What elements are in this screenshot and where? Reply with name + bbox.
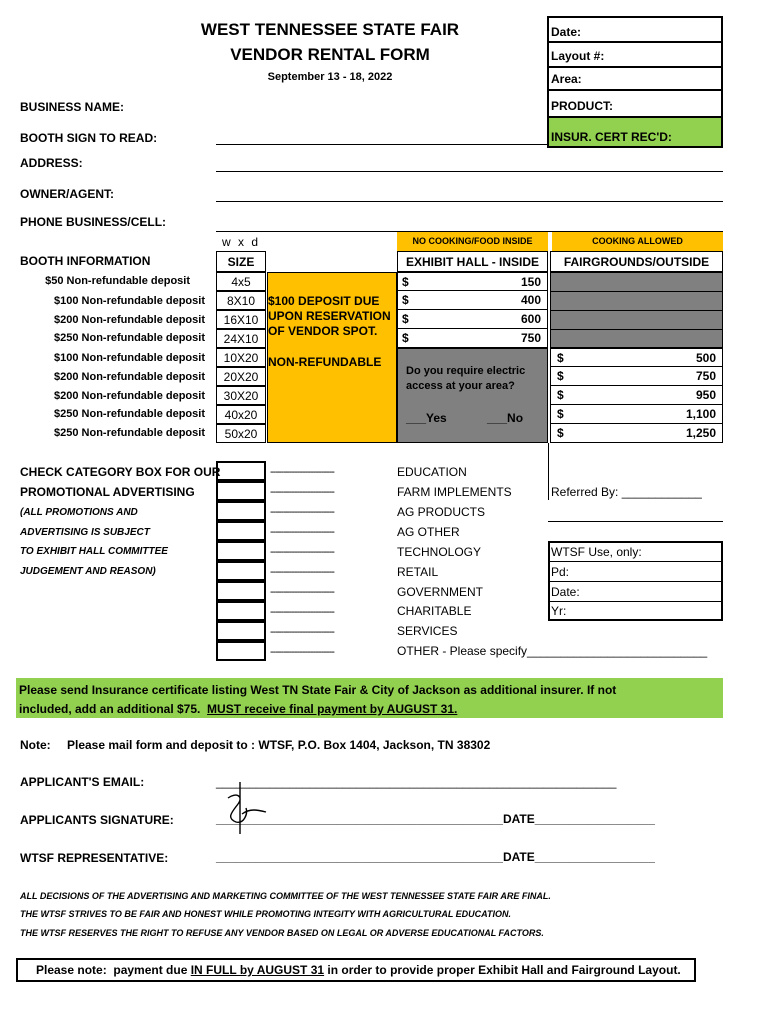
- deposit-note-line-2: UPON RESERVATION: [268, 309, 391, 323]
- booth-sign-label: BOOTH SIGN TO READ:: [20, 131, 158, 145]
- checkbox-technology[interactable]: [216, 541, 266, 561]
- deposit-row-4: $250 Non-refundable deposit: [54, 332, 205, 344]
- insurance-label: INSUR. CERT REC'D:: [551, 130, 672, 144]
- size-cell-6: 20X20: [216, 367, 266, 386]
- deposit-note-line-3: OF VENDOR SPOT.: [268, 324, 378, 338]
- category-technology: TECHNOLOGY: [397, 545, 482, 559]
- policy-3: THE WTSF RESERVES THE RIGHT TO REFUSE ANY VENDOR BASED ON LEGAL OR ADVERSE EDUCATIONAL FACTORS.: [20, 928, 544, 938]
- note-label: Note:: [20, 738, 51, 752]
- category-services: SERVICES: [397, 624, 458, 638]
- phone-label: PHONE BUSINESS/CELL:: [20, 215, 167, 229]
- wtsf-date-label: Date:: [551, 585, 580, 599]
- wtsf-use-label: WTSF Use, only:: [551, 545, 642, 559]
- product-label: PRODUCT:: [551, 99, 613, 113]
- outside-price-5: $ 1,250: [550, 424, 723, 443]
- category-other: OTHER - Please specify___________________________: [397, 644, 708, 658]
- area-field[interactable]: [547, 68, 723, 91]
- promo-note-2: ADVERTISING IS SUBJECT: [20, 527, 150, 538]
- checkbox-government[interactable]: [216, 581, 266, 601]
- deposit-row-9: $250 Non-refundable deposit: [54, 427, 205, 439]
- deposit-row-2: $100 Non-refundable deposit: [54, 295, 205, 307]
- insurance-field[interactable]: [547, 118, 723, 148]
- wtsf-yr-label: Yr:: [551, 604, 567, 618]
- dash-leader: ------------------------: [270, 486, 334, 498]
- insurance-notice-text: included, add an additional $75.: [19, 702, 208, 716]
- footer-deadline: IN FULL by AUGUST 31: [190, 963, 325, 977]
- dash-leader: ------------------------: [270, 626, 334, 638]
- booth-sign-line[interactable]: [216, 144, 547, 145]
- area-label: Area:: [551, 72, 582, 86]
- non-refundable-note: NON-REFUNDABLE: [268, 355, 382, 369]
- checkbox-farm-implements[interactable]: [216, 481, 266, 501]
- outside-price-1: $ 500: [550, 348, 723, 367]
- footer-notice: [16, 958, 696, 982]
- dash-leader: ------------------------: [270, 526, 334, 538]
- insurance-notice-line-1: Please send Insurance certificate listing West TN State Fair & City of Jackson as additional insurer. If not: [19, 683, 617, 697]
- checkbox-services[interactable]: [216, 621, 266, 641]
- referred-by[interactable]: Referred By: ____________: [551, 485, 702, 499]
- size-cell-9: 50x20: [216, 424, 266, 443]
- outside-price-4: $ 1,100: [550, 405, 723, 424]
- deposit-row-8: $250 Non-refundable deposit: [54, 408, 205, 420]
- inside-price-4: $ 750: [397, 329, 548, 348]
- size-cell-8: 40x20: [216, 405, 266, 424]
- size-header: SIZE: [216, 251, 266, 272]
- inside-price-1: $ 150: [397, 272, 548, 291]
- deposit-row-5: $100 Non-refundable deposit: [54, 352, 205, 364]
- dash-leader: ------------------------: [270, 506, 334, 518]
- address-label: ADDRESS:: [20, 156, 83, 170]
- size-cell-3: 16X10: [216, 310, 266, 329]
- deposit-row-6: $200 Non-refundable deposit: [54, 371, 205, 383]
- size-cell-4: 24X10: [216, 329, 266, 348]
- final-payment-deadline: MUST receive final payment by AUGUST 31.: [207, 702, 458, 716]
- layout-field[interactable]: [547, 43, 723, 68]
- promo-note-4: JUDGEMENT AND REASON): [20, 566, 156, 577]
- signature-label: APPLICANTS SIGNATURE:: [20, 813, 174, 827]
- electric-question-block: [397, 348, 548, 443]
- layout-label: Layout #:: [551, 49, 605, 63]
- promo-heading-1: CHECK CATEGORY BOX FOR OUR: [20, 465, 221, 479]
- electric-yes[interactable]: ___Yes: [406, 411, 447, 425]
- wtsf-pd-label: Pd:: [551, 565, 570, 579]
- category-ag-products: AG PRODUCTS: [397, 505, 486, 519]
- inside-price-3: $ 600: [397, 310, 548, 329]
- date-label: Date:: [551, 25, 582, 39]
- owner-agent-label: OWNER/AGENT:: [20, 187, 114, 201]
- form-subtitle: VENDOR RENTAL FORM: [230, 45, 430, 64]
- wxd-label: w x d: [221, 235, 260, 249]
- signature-mark: [218, 778, 273, 838]
- no-cooking-header: NO COOKING/FOOD INSIDE: [397, 232, 548, 251]
- promo-note-3: TO EXHIBIT HALL COMMITTEE: [20, 546, 168, 557]
- dash-leader: ------------------------: [270, 606, 334, 618]
- outside-price-2: $ 750: [550, 367, 723, 386]
- deposit-row-3: $200 Non-refundable deposit: [54, 314, 205, 326]
- representative-label: WTSF REPRESENTATIVE:: [20, 851, 169, 865]
- fairgrounds-header: FAIRGROUNDS/OUTSIDE: [550, 251, 723, 272]
- checkbox-ag-products[interactable]: [216, 501, 266, 521]
- date-field[interactable]: [547, 16, 723, 43]
- policy-2: THE WTSF STRIVES TO BE FAIR AND HONEST WHILE PROMOTING INTEGITY WITH AGRICULTURAL EDUCATION.: [20, 909, 511, 919]
- electric-question-line-1: Do you require electric: [406, 365, 526, 377]
- business-name-label: BUSINESS NAME:: [20, 100, 125, 114]
- outside-price-3: $ 950: [550, 386, 723, 405]
- cooking-allowed-header: COOKING ALLOWED: [552, 232, 723, 251]
- insurance-notice: [16, 678, 723, 718]
- promo-note-1: (ALL PROMOTIONS AND: [20, 507, 138, 518]
- mail-note-text: Please mail form and deposit to : WTSF, P.O. Box 1404, Jackson, TN 38302: [67, 738, 491, 752]
- footer-text-a: Please note: payment due: [36, 963, 191, 977]
- category-farm-implements: FARM IMPLEMENTS: [397, 485, 512, 499]
- insurance-notice-line-2: [19, 700, 720, 719]
- email-label: APPLICANT'S EMAIL:: [20, 775, 145, 789]
- promo-heading-2: PROMOTIONAL ADVERTISING: [20, 485, 195, 499]
- dash-leader: ------------------------: [270, 466, 334, 478]
- deposit-note-line-1: $100 DEPOSIT DUE: [268, 294, 380, 308]
- electric-no[interactable]: ___No: [487, 411, 524, 425]
- checkbox-retail[interactable]: [216, 561, 266, 581]
- email-line[interactable]: ____________________________________________________________: [216, 775, 617, 789]
- dash-leader: ------------------------: [270, 566, 334, 578]
- representative-line[interactable]: ___________________________________________DATE__________________: [216, 850, 655, 864]
- checkbox-charitable[interactable]: [216, 601, 266, 621]
- dash-leader: ------------------------: [270, 546, 334, 558]
- size-cell-2: 8X10: [216, 291, 266, 310]
- fair-dates: September 13 - 18, 2022: [267, 71, 393, 83]
- signature-line[interactable]: ___________________________________________DATE__________________: [216, 812, 655, 826]
- exhibit-hall-header: EXHIBIT HALL - INSIDE: [397, 251, 548, 272]
- dash-leader: ------------------------: [270, 646, 334, 658]
- referral-divider: [548, 443, 549, 500]
- inside-price-2: $ 400: [397, 291, 548, 310]
- product-field[interactable]: [547, 91, 723, 118]
- booth-info-label: BOOTH INFORMATION: [20, 254, 151, 268]
- size-cell-7: 30X20: [216, 386, 266, 405]
- dash-leader: ------------------------: [270, 586, 334, 598]
- category-charitable: CHARITABLE: [397, 604, 472, 618]
- footer-text-c: in order to provide proper Exhibit Hall and Fairground Layout.: [324, 963, 681, 977]
- size-cell-1: 4x5: [216, 272, 266, 291]
- form-title: WEST TENNESSEE STATE FAIR: [200, 20, 460, 39]
- checkbox-education[interactable]: [216, 461, 266, 481]
- electric-question-line-2: access at your area?: [406, 380, 515, 392]
- size-cell-5: 10X20: [216, 348, 266, 367]
- address-line[interactable]: [216, 171, 723, 172]
- policy-1: ALL DECISIONS OF THE ADVERTISING AND MARKETING COMMITTEE OF THE WEST TENNESSEE STATE FAIR ARE FINAL.: [20, 891, 551, 901]
- category-ag-other: AG OTHER: [397, 525, 460, 539]
- checkbox-other[interactable]: [216, 641, 266, 661]
- deposit-row-7: $200 Non-refundable deposit: [54, 390, 205, 402]
- owner-agent-line[interactable]: [216, 201, 723, 202]
- checkbox-ag-other[interactable]: [216, 521, 266, 541]
- deposit-row-1: $50 Non-refundable deposit: [45, 275, 190, 287]
- category-education: EDUCATION: [397, 465, 467, 479]
- category-retail: RETAIL: [397, 565, 439, 579]
- category-government: GOVERNMENT: [397, 585, 484, 599]
